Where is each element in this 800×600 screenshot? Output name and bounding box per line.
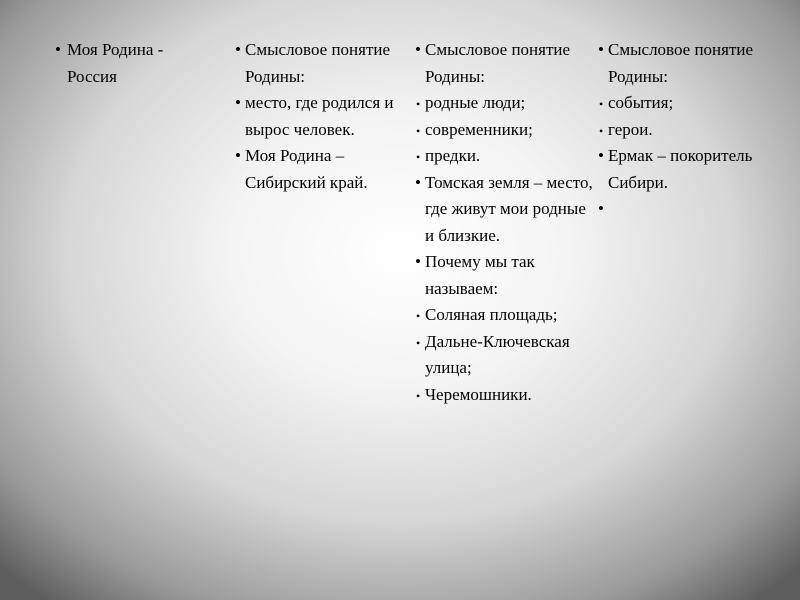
bullet: • xyxy=(415,172,421,192)
sub-list-item xyxy=(415,329,595,382)
list-item-text: Моя Родина – Сибирский край. xyxy=(245,146,368,192)
bullet: • xyxy=(235,40,241,59)
list-item-text: Дальне-Ключевская улица; xyxy=(425,331,570,377)
list-item-text: родные люди; xyxy=(425,93,526,112)
list-item xyxy=(235,37,415,90)
list-item-text: Смысловое понятие Родины: xyxy=(608,40,754,86)
list-item-text: Соляная площадь; xyxy=(425,305,558,324)
list-item xyxy=(598,196,778,223)
list-item-text: место, где родился и вырос человек. xyxy=(245,93,394,139)
sub-list-item xyxy=(598,90,778,117)
list-item xyxy=(235,90,415,143)
list-item-text: Смысловое понятие Родины: xyxy=(245,40,391,86)
bullet: • xyxy=(55,40,61,59)
list-item-text: предки. xyxy=(425,146,481,165)
list-item-text: Почему мы так называем: xyxy=(425,252,535,298)
bullet: • xyxy=(416,388,421,403)
sub-list-item xyxy=(415,117,595,144)
bullet: • xyxy=(415,40,421,59)
bullet: • xyxy=(598,199,604,218)
list-item-text: события; xyxy=(608,93,674,112)
list-item xyxy=(415,249,595,302)
bullet: • xyxy=(416,97,421,111)
list-item-text: Черемошники. xyxy=(425,384,532,404)
column-3 xyxy=(415,37,595,408)
sub-list-item xyxy=(415,302,595,329)
list-item-text xyxy=(608,196,778,223)
sub-list-item xyxy=(415,382,595,409)
column-1 xyxy=(55,37,215,90)
list-item xyxy=(55,37,215,90)
list-item-text: герои. xyxy=(608,119,653,139)
bullet: • xyxy=(416,309,421,323)
bullet: • xyxy=(416,335,421,350)
bullet: • xyxy=(599,123,604,138)
list-item-text: Ермак – покоритель Сибири. xyxy=(608,146,753,192)
column-2 xyxy=(235,37,415,196)
bullet: • xyxy=(415,252,421,271)
bullet: • xyxy=(235,146,241,165)
list-item-text: Моя Родина - Россия xyxy=(67,40,164,86)
sub-list-item xyxy=(415,90,595,117)
sub-list-item xyxy=(415,143,595,170)
list-item xyxy=(598,37,778,90)
bullet: • xyxy=(416,123,421,138)
bullet: • xyxy=(235,93,241,112)
bullet: • xyxy=(599,97,604,111)
list-item xyxy=(598,143,778,196)
list-item xyxy=(415,37,595,90)
bullet: • xyxy=(416,150,421,164)
list-item-text: современники; xyxy=(425,119,533,139)
sub-list-item xyxy=(598,117,778,144)
bullet: • xyxy=(598,146,604,165)
list-item-text: Томская земля – место, где живут мои родные и близкие. xyxy=(425,172,593,245)
list-item xyxy=(415,170,595,250)
list-item xyxy=(235,143,415,196)
bullet: • xyxy=(598,40,604,59)
list-item-text: Смысловое понятие Родины: xyxy=(425,40,571,86)
column-4 xyxy=(598,37,778,223)
